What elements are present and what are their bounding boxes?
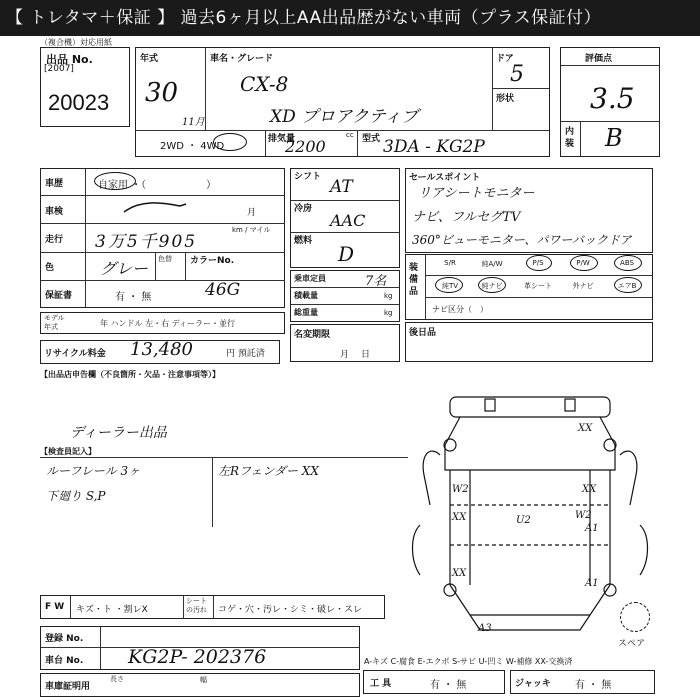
shift-value: AT [330, 177, 353, 197]
inspector-line: 下廻り S,P [46, 489, 106, 503]
color-label: 色 [45, 263, 55, 273]
capacity-value: 7名 [365, 274, 387, 289]
drive-options: 2WD ・ 4WD [160, 141, 225, 152]
diagram-mark: XX [452, 512, 467, 523]
name-change-unit: 月日 [340, 350, 383, 360]
diagram-mark: W2 [575, 510, 592, 521]
equip-circle [614, 277, 642, 293]
fuel-label: 燃料 [294, 236, 313, 246]
warranty-value: 有 ・ 無 [115, 292, 152, 303]
interior-label: 内装 [565, 127, 575, 149]
model-year-row: 年 ハンドル 左・右 ディーラー・並行 [100, 319, 235, 328]
inspector-label: 【検査員記入】 [40, 447, 96, 456]
cert-width: 幅 [200, 676, 207, 684]
load-kg: kg [384, 292, 393, 300]
load-label: 積載量 [294, 291, 318, 300]
tools-label: 工 具 [370, 679, 392, 689]
dealer-note: ディーラー出品 [70, 425, 167, 441]
model-code-value: 3DA - KG2P [383, 137, 485, 157]
equip-circle [526, 255, 552, 271]
seat-items: コゲ・穴・汚レ・シミ・破レ・スレ [218, 605, 363, 615]
mileage-unit: km / マイル [232, 226, 271, 234]
seat-label: シートの汚れ [186, 597, 207, 614]
equip-circle [478, 277, 506, 293]
total-weight-kg: kg [384, 309, 393, 317]
sales-points-label: セールスポイント [409, 173, 481, 183]
ac-value: AAC [330, 211, 366, 230]
navi-class-label: ナビ区分（ ） [432, 305, 488, 314]
mileage-value: 3万5千905 [95, 232, 198, 252]
damage-legend: A-キズ C-腐食 E-エクボ S-サビ U-凹ミ W-補修 XX-交換済 [364, 657, 573, 666]
diagram-mark: W2 [452, 484, 469, 495]
color-code-value: 46G [205, 280, 241, 300]
diagram-mark: U2 [516, 515, 531, 526]
spare-label: スペア [618, 639, 646, 649]
inspection-scribble [120, 196, 200, 220]
lot-number: 20023 [48, 90, 110, 115]
after-items-label: 後日品 [409, 328, 437, 338]
cc-unit: cc [346, 131, 354, 139]
ac-label: 冷房 [294, 204, 313, 214]
capacity-label: 乗車定員 [294, 274, 326, 283]
shift-label: シフト [294, 172, 322, 182]
reg-no-label: 登録 No. [45, 634, 84, 644]
equip-airbag: エアB [617, 282, 637, 290]
model-name: CX-8 [240, 72, 289, 96]
diagram-mark: A3 [478, 623, 492, 634]
warranty-label: 保証書 [45, 291, 73, 301]
equip-power-window: P/W [576, 259, 590, 267]
garage-cert-label: 車庫証明用 [45, 682, 91, 692]
car-diagram [410, 385, 650, 640]
history-value: 自家用 ・（ ） [98, 180, 217, 191]
shape-label: 形状 [496, 94, 515, 104]
color-value: グレー [100, 259, 149, 278]
recycle-label: リサイクル料金 [44, 349, 106, 359]
inspector-line: ルーフレール 3ヶ [46, 464, 141, 478]
jack-value: 有 ・ 無 [575, 680, 612, 691]
tools-value: 有 ・ 無 [430, 680, 467, 691]
history-selected-circle [94, 172, 136, 190]
recycle-unit: 円 預託済 [226, 349, 265, 359]
inspector-line: 左Rフェンダー XX [218, 464, 319, 478]
sales-point-line: 360°ビューモニター、パワーバックドア [412, 233, 632, 247]
equipment-label: 装備品 [409, 263, 419, 297]
jack-label: ジャッキ [515, 679, 551, 689]
equip-navi: 純ナビ [481, 282, 503, 290]
month-value: 11月 [182, 117, 205, 128]
fw-items: キズ・ト ・割レX [76, 605, 148, 615]
displacement-value: 2200 [285, 137, 326, 156]
equip-circle [435, 277, 463, 293]
color-code-label: カラーNo. [190, 256, 235, 266]
fuel-value: D [338, 242, 355, 266]
year-value: 30 [145, 78, 179, 108]
score-value: 3.5 [590, 82, 635, 115]
equip-ext-navi: 外ナビ [572, 282, 594, 290]
diagram-mark: XX [578, 423, 593, 434]
chassis-value: KG2P- 202376 [128, 646, 267, 668]
equip-circle [614, 255, 642, 271]
diagram-mark: XX [452, 568, 467, 579]
top-note: （複合機）対応用紙 [40, 38, 112, 47]
equip-power-steering: P/S [532, 259, 544, 267]
recycle-fee: 13,480 [130, 339, 193, 360]
history-label: 車歴 [45, 179, 64, 189]
door-value: 5 [510, 62, 524, 87]
lot-year-tag: [2007] [44, 64, 74, 74]
diagram-mark: XX [582, 484, 597, 495]
inspection-unit: 月 [247, 208, 257, 218]
name-grade-label: 車名・グレード [210, 54, 274, 64]
sales-point-line: リアシートモニター [418, 186, 535, 201]
notes-label: 【出品店申告欄（不良箇所・欠品・注意事項等）】 [40, 370, 220, 379]
equip-circle [570, 255, 598, 271]
lot-label: 出品 No. [46, 53, 93, 66]
diagram-mark: A1 [585, 523, 599, 534]
model-code-label: 型式 [362, 134, 381, 144]
equip-sr: S/R [444, 259, 456, 267]
inspection-label: 車検 [45, 207, 64, 217]
model-year-label: モデル 年式 [44, 314, 65, 331]
equip-alloy-wheel: 純A/W [481, 260, 503, 268]
equip-tv: 純TV [441, 282, 459, 290]
equip-leather: 革シート [524, 282, 552, 290]
spare-tire-icon [620, 602, 650, 632]
sales-point-line: ナビ、フルセグTV [412, 210, 521, 225]
diagram-mark: A1 [585, 578, 599, 589]
year-label: 年式 [140, 54, 159, 64]
chassis-label: 車台 No. [45, 656, 84, 666]
displacement-label: 排気量 [268, 134, 296, 144]
equip-abs: ABS [620, 259, 634, 267]
after-items-box [405, 322, 653, 362]
cert-length: 長さ [110, 675, 124, 683]
score-label: 評価点 [585, 54, 613, 64]
interior-value: B [605, 124, 623, 152]
color-change-label: 色替 [158, 255, 172, 263]
mileage-label: 走行 [45, 235, 64, 245]
fw-label: F W [45, 602, 65, 612]
door-label: ドア [496, 54, 514, 64]
name-change-label: 名変期限 [294, 330, 331, 340]
total-weight-label: 総重量 [294, 308, 318, 317]
header-banner: 【 トレタマ＋保証 】 過去6ヶ月以上AA出品歴がない車両（プラス保証付） [0, 0, 700, 36]
grade-name: XD プロアクティブ [270, 107, 419, 127]
drive-selected-circle [213, 133, 247, 151]
